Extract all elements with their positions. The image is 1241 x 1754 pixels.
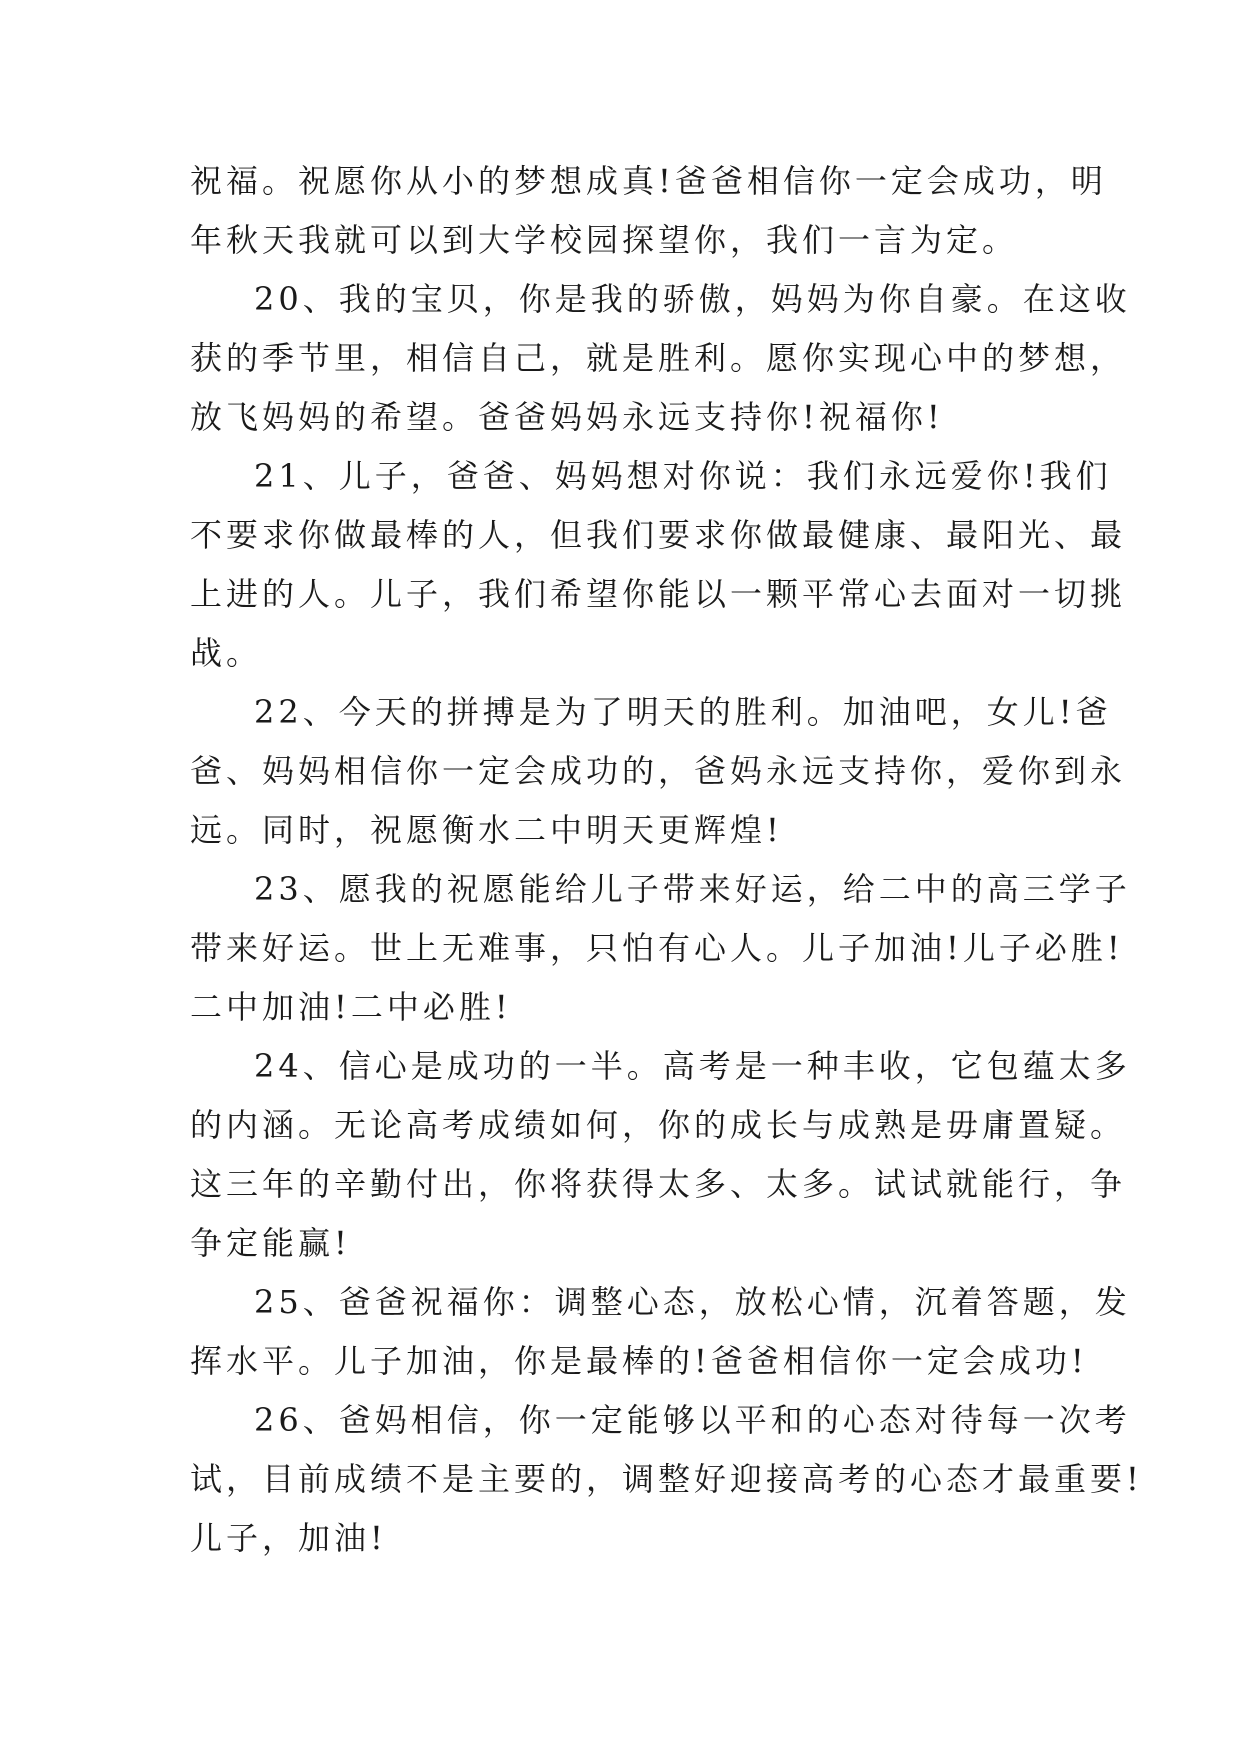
text-line: 不要求你做最棒的人，但我们要求你做最健康、最阳光、最 <box>190 516 1127 554</box>
text-line: 战。 <box>190 634 263 672</box>
text-line: 带来好运。世上无难事，只怕有心人。儿子加油!儿子必胜! <box>190 929 1124 967</box>
text-line: 这三年的辛勤付出，你将获得太多、太多。试试就能行，争 <box>190 1165 1127 1203</box>
text-line: 放飞妈妈的希望。爸爸妈妈永远支持你!祝福你! <box>190 398 944 436</box>
paragraph-20 <box>190 270 1131 447</box>
text-line: 祝福。祝愿你从小的梦想成真!爸爸相信你一定会成功，明 <box>190 162 1107 200</box>
text-line: 爸、妈妈相信你一定会成功的，爸妈永远支持你，爱你到永 <box>190 752 1127 790</box>
text-line: 22、今天的拼搏是为了明天的胜利。加油吧，女儿!爸 <box>254 693 1112 731</box>
text-line: 上进的人。儿子，我们希望你能以一颗平常心去面对一切挑 <box>190 575 1127 613</box>
paragraph-22 <box>190 683 1127 860</box>
text-line: 26、爸妈相信，你一定能够以平和的心态对待每一次考 <box>254 1401 1131 1439</box>
text-line: 争定能赢! <box>190 1224 351 1262</box>
text-line: 21、儿子，爸爸、妈妈想对你说：我们永远爱你!我们 <box>254 457 1112 495</box>
text-line: 获的季节里，相信自己，就是胜利。愿你实现心中的梦想， <box>190 339 1127 377</box>
paragraph-26 <box>190 1391 1143 1568</box>
paragraph-23 <box>190 860 1131 1037</box>
text-line: 24、信心是成功的一半。高考是一种丰收，它包蕴太多 <box>254 1047 1131 1085</box>
text-line: 23、愿我的祝愿能给儿子带来好运，给二中的高三学子 <box>254 870 1131 908</box>
text-line: 远。同时，祝愿衡水二中明天更辉煌! <box>190 811 783 849</box>
paragraph-24 <box>190 1037 1131 1273</box>
text-line: 儿子，加油! <box>190 1519 387 1557</box>
paragraph-25 <box>190 1273 1131 1391</box>
text-line: 25、爸爸祝福你：调整心态，放松心情，沉着答题，发 <box>254 1283 1131 1321</box>
document-body <box>190 152 1143 1568</box>
text-line: 20、我的宝贝，你是我的骄傲，妈妈为你自豪。在这收 <box>254 280 1131 318</box>
text-line: 试，目前成绩不是主要的，调整好迎接高考的心态才最重要! <box>190 1460 1143 1498</box>
text-line: 年秋天我就可以到大学校园探望你，我们一言为定。 <box>190 221 1019 259</box>
paragraph-21 <box>190 447 1127 683</box>
text-line: 挥水平。儿子加油，你是最棒的!爸爸相信你一定会成功! <box>190 1342 1088 1380</box>
text-line: 二中加油!二中必胜! <box>190 988 512 1026</box>
paragraph-19-continuation <box>190 152 1107 270</box>
text-line: 的内涵。无论高考成绩如何，你的成长与成熟是毋庸置疑。 <box>190 1106 1127 1144</box>
